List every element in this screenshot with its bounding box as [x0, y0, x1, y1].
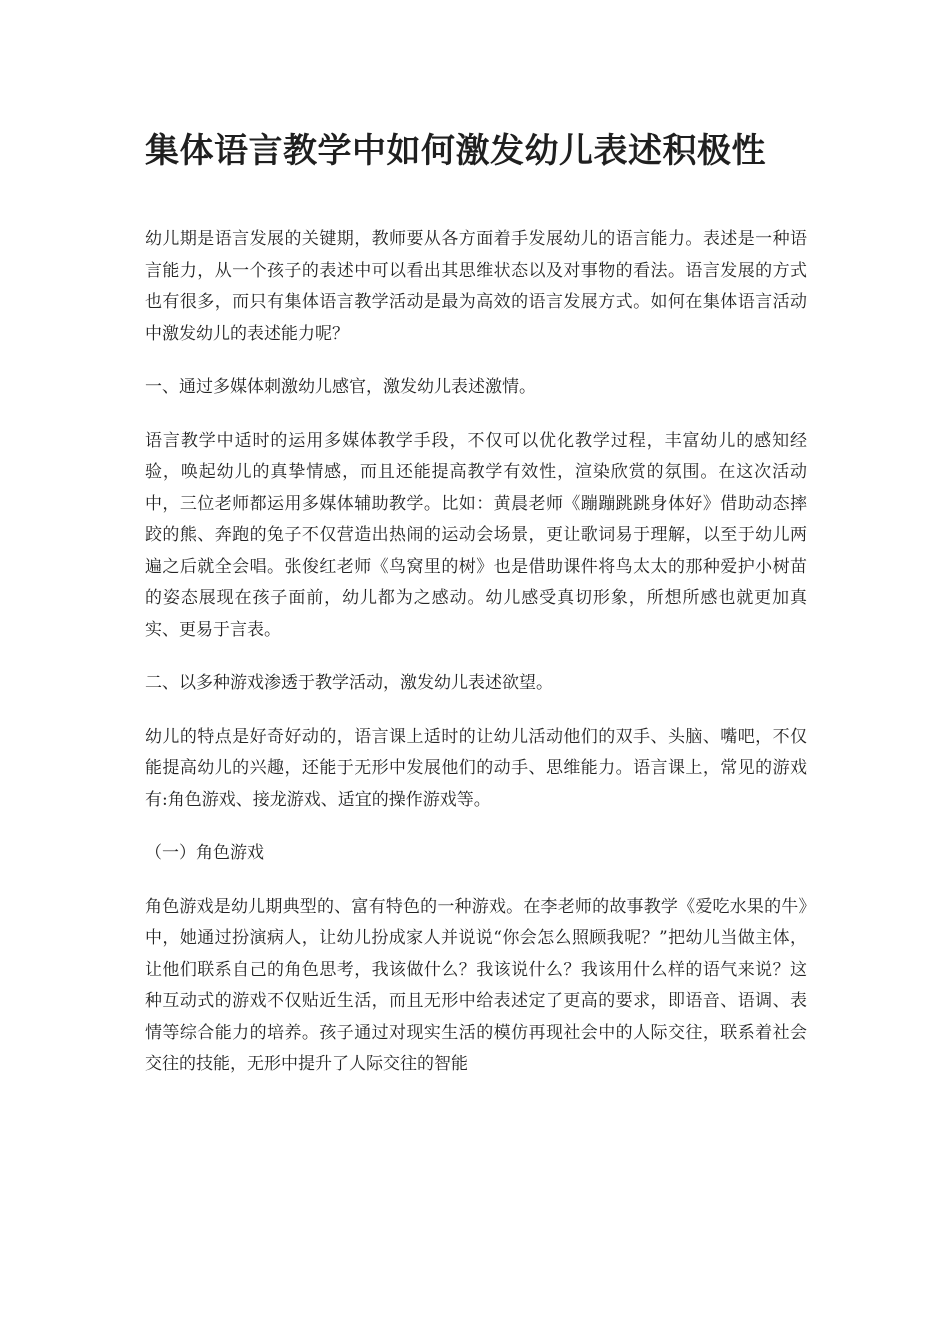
subsection-heading-role-play: （一）角色游戏 [145, 843, 264, 863]
intro-paragraph: 幼儿期是语言发展的关键期，教师要从各方面着手发展幼儿的语言能力。表述是一种语言能力，从一个孩子的表述中可以看出其思维状态以及对事物的看法。语言发展的方式也有很多，而只有集体语言教学活动是最为高效的语言发展方式。如何在集体语言活动中激发幼儿的表述能力呢？ [145, 229, 807, 344]
document-title: 集体语言教学中如何激发幼儿表述积极性 [145, 131, 766, 171]
section-2-paragraph: 幼儿的特点是好奇好动的，语言课上适时的让幼儿活动他们的双手、头脑、嘴吧，不仅能提高幼儿的兴趣，还能于无形中发展他们的动手、思维能力。语言课上，常见的游戏有:角色游戏、接龙游戏、适宜的操作游戏等。 [145, 726, 807, 810]
section-1-paragraph: 语言教学中适时的运用多媒体教学手段，不仅可以优化教学过程，丰富幼儿的感知经验，唤起幼儿的真挚情感，而且还能提高教学有效性，渲染欣赏的氛围。在这次活动中，三位老师都运用多媒体辅助教学。比如：黄晨老师《蹦蹦跳跳身体好》借助动态摔跤的熊、奔跑的兔子不仅营造出热闹的运动会场景，更让歌词易于理解，以至于幼儿两遍之后就全会唱。张俊红老师《鸟窝里的树》也是借助课件将鸟太太的那种爱护小树苗的姿态展现在孩子面前，幼儿都为之感动。幼儿感受真切形象，所想所感也就更加真实、更易于言表。 [145, 430, 807, 640]
section-heading-2: 二、以多种游戏渗透于教学活动，激发幼儿表述欲望。 [145, 673, 553, 693]
document-body [145, 118, 807, 1103]
role-play-paragraph: 角色游戏是幼儿期典型的、富有特色的一种游戏。在李老师的故事教学《爱吃水果的牛》中，她通过扮演病人，让幼儿扮成家人并说说“你会怎么照顾我呢？”把幼儿当做主体，让他们联系自己的角色思考，我该做什么？我该说什么？我该用什么样的语气来说？这种互动式的游戏不仅贴近生活，而且无形中给表述定了更高的要求，即语音、语调、表情等综合能力的培养。孩子通过对现实生活的模仿再现社会中的人际交往，联系着社会交往的技能，无形中提升了人际交往的智能 [145, 896, 807, 1074]
section-heading-1: 一、通过多媒体刺激幼儿感官，激发幼儿表述激情。 [145, 377, 536, 397]
